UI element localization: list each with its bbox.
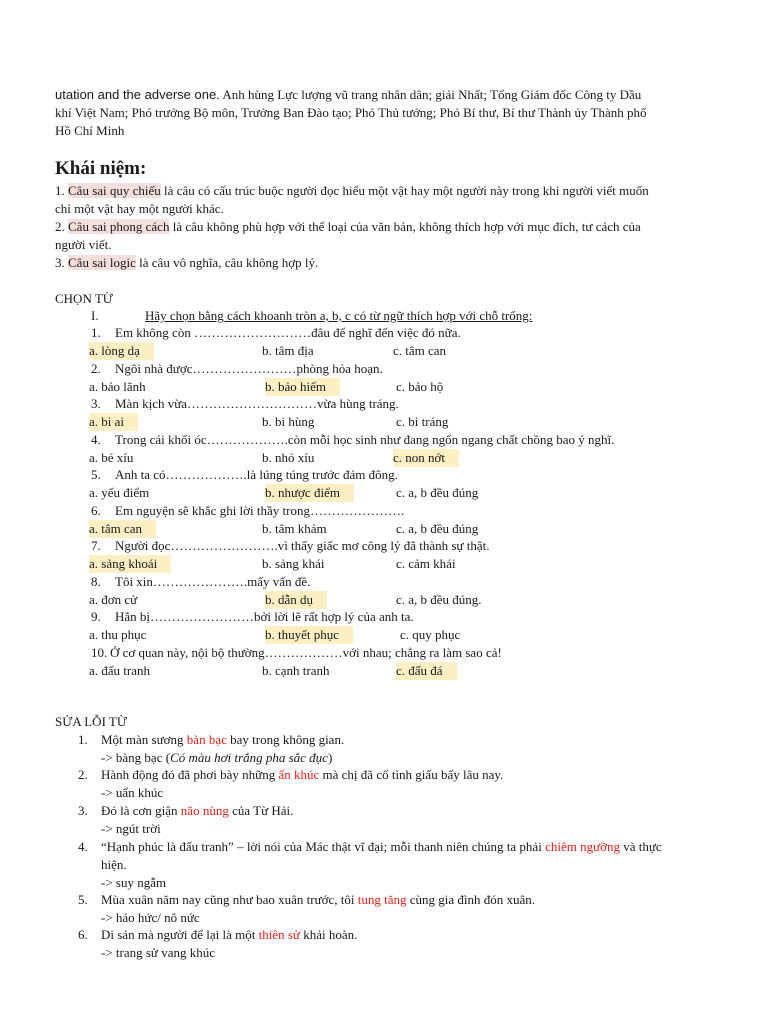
question-number: 8. xyxy=(91,574,101,589)
concept-term: Câu sai logic xyxy=(68,255,136,270)
fix-sentence-end: và thực xyxy=(620,839,662,854)
fix-sentence-end: của Từ Hải. xyxy=(228,803,294,818)
question-number: 1. xyxy=(91,325,101,340)
question-number: 7. xyxy=(91,538,101,553)
option-b[interactable]: b. dẫn dụ xyxy=(265,591,327,609)
question-text: Người đọc…………………….vì thấy giấc mơ công lý đã thành sự thật. xyxy=(115,538,490,553)
question-number: 5. xyxy=(91,467,101,482)
question-text: Anh ta có……………….là lúng túng trước đám đông. xyxy=(115,467,398,482)
option-b[interactable]: b. thuyết phục xyxy=(265,626,353,644)
option-a[interactable]: a. thu phục xyxy=(89,627,147,642)
option-b[interactable]: b. nhược điểm xyxy=(265,484,354,502)
fix-sentence-start: Đó là cơn giận xyxy=(101,803,181,818)
intro-line-1 xyxy=(55,86,641,104)
question-text: Màn kịch vừa…………………………vừa hùng tráng. xyxy=(115,396,399,411)
fix-item-5 xyxy=(78,891,535,909)
question-10 xyxy=(91,644,502,662)
concept-item-2 xyxy=(55,218,641,236)
option-b[interactable]: b. bảo hiểm xyxy=(265,378,340,396)
option-b[interactable]: b. nhỏ xíu xyxy=(262,450,315,465)
fix-heading: SỬA LỖI TỪ xyxy=(55,714,127,729)
fix-number: 4. xyxy=(78,839,88,854)
intro-line-2: khí Việt Nam; Phó trưởng Bộ môn, Trưởng Ban Đào tạo; Phó Thủ tướng; Phó Bí thư, Bí thư Thành ủy Thành phố xyxy=(55,105,647,120)
concept-definition: là câu không phù hợp với thể loại của văn bản, không thích hợp với mục đích, tư cách của xyxy=(169,219,641,234)
question-9 xyxy=(91,608,414,626)
fix-answer-text: -> suy ngẫm xyxy=(101,875,167,890)
option-c[interactable]: c. a, b đều đúng xyxy=(396,485,479,500)
option-b[interactable]: b. tâm địa xyxy=(262,343,314,358)
option-c[interactable]: c. a, b đều đúng. xyxy=(396,592,482,607)
option-b[interactable]: b. tâm khảm xyxy=(262,521,327,536)
fix-number: 3. xyxy=(78,803,88,818)
option-b[interactable]: b. bi hùng xyxy=(262,414,315,429)
choose-heading: CHỌN TỪ xyxy=(55,291,113,306)
option-c[interactable]: c. tâm can xyxy=(393,343,447,358)
concept-item-number: 3. xyxy=(55,255,68,270)
fix-number: 2. xyxy=(78,767,88,782)
question-text: Trong cái khối óc……………….còn mỗi học sinh như đang ngổn ngang chất chồng bao ý nghĩ. xyxy=(115,432,615,447)
option-c[interactable]: c. bi tráng xyxy=(396,414,449,429)
fix-answer xyxy=(101,784,163,802)
question-2 xyxy=(91,360,383,378)
option-c[interactable]: c. quy phục xyxy=(400,627,461,642)
concept-item-2-cont: người viết. xyxy=(55,237,112,252)
option-a[interactable]: a. bảo lãnh xyxy=(89,379,146,394)
fix-sentence-end: khải hoàn. xyxy=(299,927,358,942)
fix-error-word: chiêm ngưỡng xyxy=(545,839,620,854)
fix-answer-text: -> bàng bạc ( xyxy=(101,750,171,765)
fix-answer xyxy=(101,874,166,892)
option-b[interactable]: b. cạnh tranh xyxy=(262,663,330,678)
question-text: Em nguyện sẽ khắc ghi lời thầy trong…………………. xyxy=(115,503,405,518)
fix-item-6 xyxy=(78,926,357,944)
choose-roman-numeral: I. xyxy=(91,308,99,323)
question-number: 3. xyxy=(91,396,101,411)
option-a[interactable]: a. đơn cử xyxy=(89,592,138,607)
question-8 xyxy=(91,573,310,591)
choose-instruction: Hãy chọn bằng cách khoanh tròn a, b, c có từ ngữ thích hợp với chỗ trống: xyxy=(145,308,533,323)
option-c[interactable]: c. a, b đều đúng xyxy=(396,521,479,536)
fix-error-word: thiên sử xyxy=(258,927,300,942)
option-a[interactable]: a. bé xíu xyxy=(89,450,134,465)
fix-answer xyxy=(101,909,200,927)
fix-answer-text: -> ngút trời xyxy=(101,821,161,836)
fix-sentence-end: mà chị đã cố tình giấu bấy lâu nay. xyxy=(319,767,504,782)
fix-sentence-start: “Hạnh phúc là đấu tranh” – lời nói của Mác thật vĩ đại; mỗi thanh niên chúng ta phải xyxy=(101,839,546,854)
fix-number: 1. xyxy=(78,732,88,747)
question-text: Em không còn ………………………đâu để nghĩ đến việc đó nữa. xyxy=(115,325,461,340)
concept-definition: là câu có cấu trúc buộc người đọc hiểu một vật hay một người này trong khi người viết muốn xyxy=(160,183,649,198)
concept-term: Câu sai quy chiếu xyxy=(68,183,161,198)
fix-sentence-end: cùng gia đình đón xuân. xyxy=(406,892,536,907)
fix-answer xyxy=(101,944,215,962)
option-b[interactable]: b. sảng khái xyxy=(262,556,325,571)
option-a[interactable]: a. lòng dạ xyxy=(89,342,154,360)
question-1 xyxy=(91,324,461,342)
concept-definition: là câu vô nghĩa, câu không hợp lý. xyxy=(135,255,319,270)
option-c[interactable]: c. bảo hộ xyxy=(396,379,444,394)
intro-line-3: Hồ Chí Minh xyxy=(55,123,125,138)
question-number: 4. xyxy=(91,432,101,447)
question-text: Hắn bị……………………bởi lời lẽ rất hợp lý của anh ta. xyxy=(115,609,414,624)
question-number: 6. xyxy=(91,503,101,518)
fix-item-4 xyxy=(78,838,662,856)
fix-answer-text: -> uẩn khúc xyxy=(101,785,164,800)
fix-answer-close: ) xyxy=(327,750,333,765)
concept-item-1-cont: chỉ một vật hay một người khác. xyxy=(55,201,224,216)
fix-error-word: tung tăng xyxy=(357,892,407,907)
question-number: 9. xyxy=(91,609,101,624)
concept-item-number: 2. xyxy=(55,219,68,234)
option-a[interactable]: a. sảng khoái xyxy=(89,555,171,573)
fix-number: 5. xyxy=(78,892,88,907)
fix-answer-text: -> háo hức/ nô nức xyxy=(101,910,200,925)
fix-number: 6. xyxy=(78,927,88,942)
question-5 xyxy=(91,466,398,484)
fix-answer xyxy=(101,820,161,838)
fix-sentence-cont: hiện. xyxy=(101,857,127,872)
question-number: 10. xyxy=(91,645,108,660)
option-c[interactable]: c. đấu đá xyxy=(396,662,457,680)
option-c[interactable]: c. non nớt xyxy=(393,449,459,467)
fix-error-word: não nùng xyxy=(180,803,229,818)
fix-error-word: bàn bạc xyxy=(186,732,227,747)
option-c[interactable]: c. cảm khái xyxy=(396,556,456,571)
question-4 xyxy=(91,431,614,449)
concept-item-1 xyxy=(55,182,649,200)
question-text: Tôi xin………………….mấy vấn đề. xyxy=(115,574,311,589)
fix-sentence-start: Hành động đó đã phơi bày những xyxy=(101,767,279,782)
fix-sentence-start: Mùa xuân năm nay cũng như bao xuân trước, tôi xyxy=(101,892,358,907)
fix-item-3 xyxy=(78,802,293,820)
fix-answer-text: -> trang sử vang khúc xyxy=(101,945,216,960)
question-3 xyxy=(91,395,399,413)
fix-item-2 xyxy=(78,766,503,784)
intro-sans-fragment: utation and the adverse one. xyxy=(55,87,220,102)
concept-title: Khái niệm: xyxy=(55,158,147,179)
concept-term: Câu sai phong cách xyxy=(68,219,170,234)
concept-item-3 xyxy=(55,254,318,272)
fix-item-1 xyxy=(78,731,344,749)
option-a[interactable]: a. yếu điểm xyxy=(89,485,150,500)
fix-error-word: ẩn khúc xyxy=(278,767,320,782)
question-6 xyxy=(91,502,404,520)
concept-item-number: 1. xyxy=(55,183,68,198)
fix-sentence-start: Di sản mà người để lại là một xyxy=(101,927,259,942)
fix-sentence-end: bay trong không gian. xyxy=(226,732,345,747)
question-text: Ngôi nhà được……………………phòng hỏa hoạn. xyxy=(115,361,383,376)
option-a[interactable]: a. tâm can xyxy=(89,520,156,538)
question-7 xyxy=(91,537,489,555)
option-a[interactable]: a. đấu tranh xyxy=(89,663,151,678)
fix-answer xyxy=(101,749,332,767)
fix-answer-note: Có màu hơi trắng pha sắc đục xyxy=(170,750,328,765)
fix-sentence-start: Một màn sương xyxy=(101,732,187,747)
option-a[interactable]: a. bi ai xyxy=(89,413,138,431)
question-text: Ở cơ quan này, nội bộ thường………………với nhau; chẳng ra làm sao cả! xyxy=(110,645,502,660)
intro-line-1-text: Anh hùng Lực lượng vũ trang nhân dân; giải Nhất; Tổng Giám đốc Công ty Dầu xyxy=(219,87,642,102)
question-number: 2. xyxy=(91,361,101,376)
